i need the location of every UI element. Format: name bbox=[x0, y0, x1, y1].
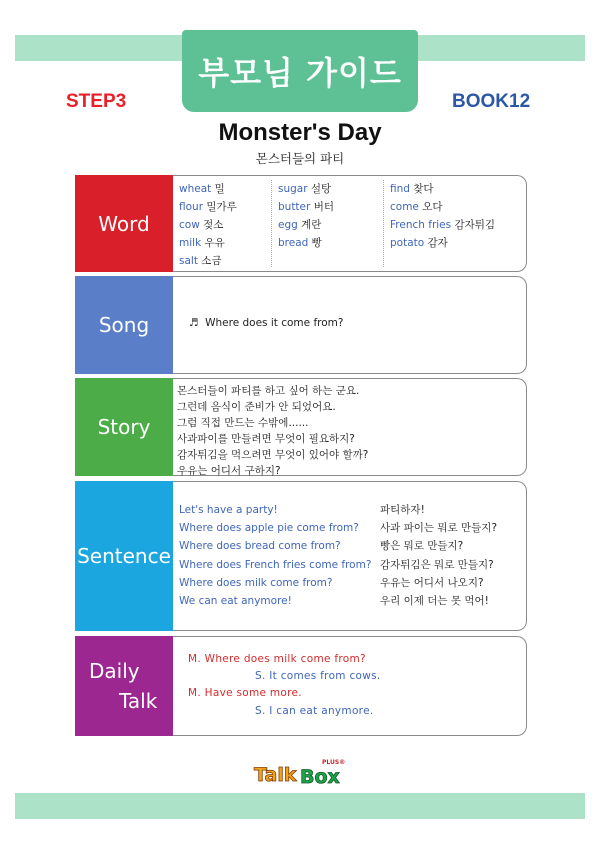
story-text bbox=[177, 383, 368, 479]
sentence-korean: 감자튀김은 뭐로 만들지? bbox=[380, 558, 494, 571]
logo-plus-text: PLUS® bbox=[322, 759, 346, 766]
song-box bbox=[173, 276, 527, 374]
word-entry: wheat 밀 bbox=[179, 183, 225, 195]
story-line: 그럼 직접 만드는 수밖에...... bbox=[177, 417, 309, 429]
word-entry: milk 우유 bbox=[179, 237, 225, 249]
word-entry: butter 버터 bbox=[278, 201, 334, 213]
word-entry: flour 밀가루 bbox=[179, 201, 237, 213]
sentence-english: We can eat anymore! bbox=[179, 595, 292, 608]
word-entry: cow 젖소 bbox=[179, 219, 224, 231]
sentence-section bbox=[75, 481, 527, 631]
daily-talk-box bbox=[173, 636, 527, 736]
talk-line-student: S. It comes from cows. bbox=[255, 670, 381, 682]
sentence-english: Where does bread come from? bbox=[179, 540, 341, 553]
song-line bbox=[189, 317, 343, 329]
sentence-english: Where does milk come from? bbox=[179, 576, 333, 589]
story-line: 그런데 음식이 준비가 안 되었어요. bbox=[177, 401, 336, 413]
logo-talk-text: Talk bbox=[254, 764, 297, 786]
sentence-english-column bbox=[179, 501, 371, 610]
lesson-subtitle: 몬스터들의 파티 bbox=[255, 151, 345, 166]
word-entry: salt 소금 bbox=[179, 255, 222, 267]
step-label: STEP3 bbox=[66, 91, 127, 112]
word-entry: sugar 설탕 bbox=[278, 183, 332, 195]
song-label: Song bbox=[75, 276, 173, 374]
story-line: 우유는 어디서 구하지? bbox=[177, 465, 281, 477]
sentence-korean: 우유는 어디서 나오지? bbox=[380, 576, 484, 589]
talk-line-mother: M. Have some more. bbox=[188, 687, 302, 699]
story-label: Story bbox=[75, 378, 173, 476]
sentence-korean: 우리 이제 더는 못 먹어! bbox=[380, 595, 489, 608]
sentence-korean: 빵은 뭐로 만들지? bbox=[380, 540, 464, 553]
story-line: 몬스터들이 파티를 하고 싶어 하는 군요. bbox=[177, 385, 360, 397]
word-entry: bread 빵 bbox=[278, 237, 322, 249]
story-section bbox=[75, 378, 527, 476]
music-note-icon: ♬ bbox=[189, 317, 199, 329]
word-entry: find 찾다 bbox=[390, 183, 434, 195]
sentence-korean: 사과 파이는 뭐로 만들지? bbox=[380, 522, 498, 535]
daily-talk-label bbox=[75, 636, 187, 736]
story-line: 감자튀김을 먹으려면 무엇이 있어야 할까? bbox=[177, 449, 369, 461]
word-column-3 bbox=[390, 180, 530, 252]
talkbox-logo-mark bbox=[252, 756, 352, 786]
story-line: 사과파이를 만들려면 무엇이 필요하지? bbox=[177, 433, 355, 445]
book-label: BOOK12 bbox=[452, 91, 531, 112]
word-entry: come 오다 bbox=[390, 201, 443, 213]
column-divider bbox=[383, 180, 384, 267]
logo-box-text: Box bbox=[300, 766, 340, 786]
sentence-label: Sentence bbox=[75, 481, 173, 631]
word-column-2 bbox=[278, 180, 378, 252]
word-entry: French fries 감자튀김 bbox=[390, 219, 496, 231]
column-divider bbox=[271, 180, 272, 267]
word-box bbox=[173, 175, 527, 272]
word-column-1 bbox=[179, 180, 269, 270]
sentence-korean: 파티하자! bbox=[380, 504, 425, 516]
talkbox-logo bbox=[252, 756, 352, 786]
page-title: 부모님 가이드 bbox=[182, 30, 418, 112]
sentence-english: Where does French fries come from? bbox=[179, 558, 372, 571]
talk-line-mother: M. Where does milk come from? bbox=[188, 653, 366, 665]
daily-talk-section bbox=[75, 636, 527, 736]
talk-line-student: S. I can eat anymore. bbox=[255, 705, 374, 717]
story-box bbox=[173, 378, 527, 476]
word-entry: potato 감자 bbox=[390, 237, 448, 249]
word-entry: egg 계란 bbox=[278, 219, 322, 231]
word-section bbox=[75, 175, 527, 272]
sentence-english: Where does apple pie come from? bbox=[179, 522, 359, 535]
sentence-box bbox=[173, 481, 527, 631]
sentence-korean-column bbox=[380, 501, 497, 610]
song-text: Where does it come from? bbox=[205, 317, 344, 329]
word-label: Word bbox=[75, 175, 173, 272]
daily-talk-label-line1: Daily bbox=[89, 659, 140, 683]
bottom-band bbox=[15, 793, 585, 819]
song-section bbox=[75, 276, 527, 374]
sentence-english: Let's have a party! bbox=[179, 504, 278, 516]
lesson-title: Monster's Day bbox=[218, 119, 382, 146]
daily-talk-label-line2: Talk bbox=[119, 689, 158, 713]
